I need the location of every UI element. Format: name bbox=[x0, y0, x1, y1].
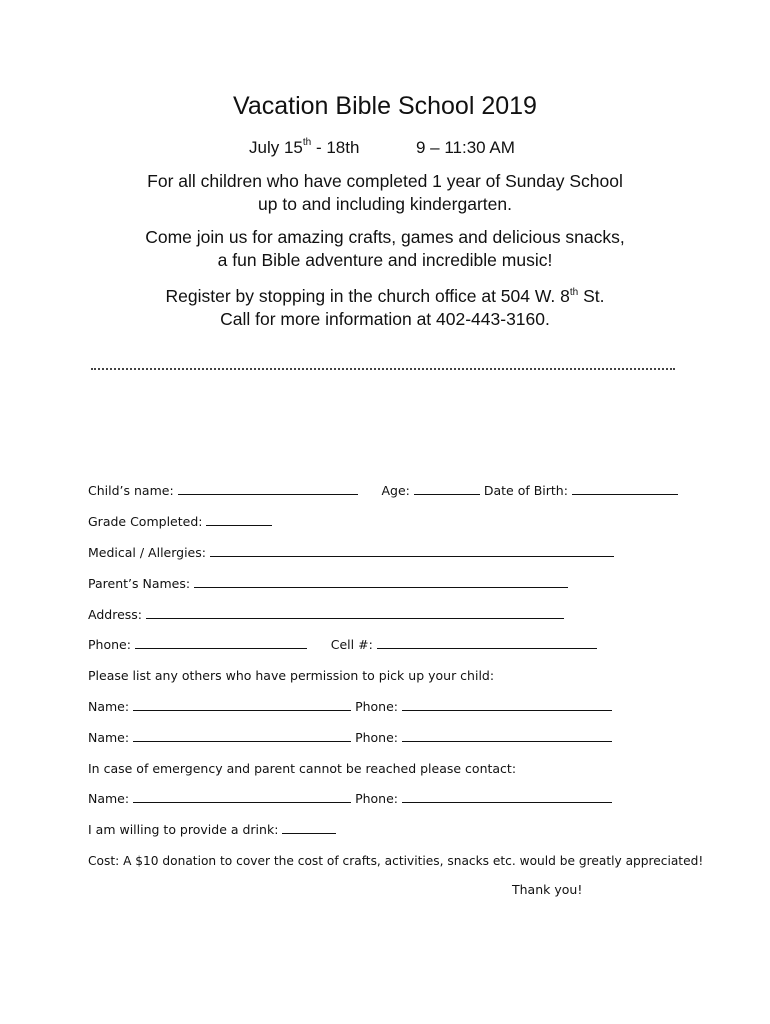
dob-field[interactable] bbox=[572, 483, 678, 495]
emergency-name-field[interactable] bbox=[133, 791, 351, 803]
cost-text: Cost: A $10 donation to cover the cost of crafts, activities, snacks etc. would be greatly appreciated! bbox=[88, 854, 704, 868]
thanks-text: Thank you! bbox=[512, 882, 583, 897]
pickup-contact-row-2 bbox=[88, 730, 612, 746]
pickup-name-field-1[interactable] bbox=[133, 699, 351, 711]
grade-label: Grade Completed: bbox=[88, 514, 203, 529]
address-field[interactable] bbox=[146, 607, 564, 619]
grade-field[interactable] bbox=[206, 514, 272, 526]
date-end: - 18th bbox=[311, 138, 360, 157]
drink-row bbox=[88, 822, 336, 838]
phone-row bbox=[88, 637, 597, 653]
pickup-phone-field-2[interactable] bbox=[402, 730, 612, 742]
parents-field[interactable] bbox=[194, 576, 568, 588]
address-row bbox=[88, 607, 564, 623]
medical-field[interactable] bbox=[210, 545, 614, 557]
eligibility-line-1: For all children who have completed 1 year of Sunday School bbox=[147, 171, 623, 191]
date-range bbox=[249, 138, 359, 158]
name-label: Name: bbox=[88, 791, 130, 806]
child-name-field[interactable] bbox=[178, 483, 358, 495]
grade-row bbox=[88, 514, 272, 530]
join-line-2: a fun Bible adventure and incredible music! bbox=[217, 250, 553, 270]
date-start-suffix: th bbox=[302, 137, 312, 149]
medical-row bbox=[88, 545, 614, 561]
age-field[interactable] bbox=[414, 483, 480, 495]
emergency-contact-row bbox=[88, 791, 612, 807]
name-label: Name: bbox=[88, 730, 130, 745]
age-label: Age: bbox=[381, 483, 410, 498]
time-range: 9 – 11:30 AM bbox=[416, 138, 515, 157]
cut-line-divider bbox=[91, 368, 675, 370]
register-suffix: St. bbox=[578, 285, 605, 306]
date-start: July 15 bbox=[249, 138, 303, 157]
phone-field[interactable] bbox=[135, 637, 307, 649]
parents-row bbox=[88, 576, 568, 592]
emergency-phone-field[interactable] bbox=[402, 791, 612, 803]
child-name-label: Child’s name: bbox=[88, 483, 174, 498]
child-info-row bbox=[88, 483, 678, 499]
register-line bbox=[0, 281, 770, 308]
pickup-prompt: Please list any others who have permission to pick up your child: bbox=[88, 668, 495, 683]
pickup-phone-field-1[interactable] bbox=[402, 699, 612, 711]
medical-label: Medical / Allergies: bbox=[88, 545, 206, 560]
address-label: Address: bbox=[88, 607, 142, 622]
cell-field[interactable] bbox=[377, 637, 597, 649]
drink-label: I am willing to provide a drink: bbox=[88, 822, 279, 837]
cell-label: Cell #: bbox=[330, 637, 373, 652]
register-sup: th bbox=[569, 287, 579, 298]
page-title: Vacation Bible School 2019 bbox=[233, 92, 537, 120]
call-line: Call for more information at 402-443-3160. bbox=[220, 308, 550, 329]
pickup-name-field-2[interactable] bbox=[133, 730, 351, 742]
parents-label: Parent’s Names: bbox=[88, 576, 191, 591]
phone-label: Phone: bbox=[355, 791, 398, 806]
name-label: Name: bbox=[88, 699, 130, 714]
join-text bbox=[0, 226, 770, 272]
phone-label: Phone: bbox=[88, 637, 131, 652]
emergency-prompt: In case of emergency and parent cannot be reached please contact: bbox=[88, 761, 517, 776]
dob-label: Date of Birth: bbox=[483, 483, 568, 498]
drink-field[interactable] bbox=[282, 822, 336, 834]
register-text bbox=[0, 281, 770, 331]
pickup-contact-row-1 bbox=[88, 699, 612, 715]
join-line-1: Come join us for amazing crafts, games and delicious snacks, bbox=[145, 227, 625, 247]
eligibility-line-2: up to and including kindergarten. bbox=[258, 194, 512, 214]
phone-label: Phone: bbox=[355, 730, 398, 745]
phone-label: Phone: bbox=[355, 699, 398, 714]
eligibility-text bbox=[0, 170, 770, 216]
register-prefix: Register by stopping in the church office at 504 W. 8 bbox=[165, 285, 570, 306]
